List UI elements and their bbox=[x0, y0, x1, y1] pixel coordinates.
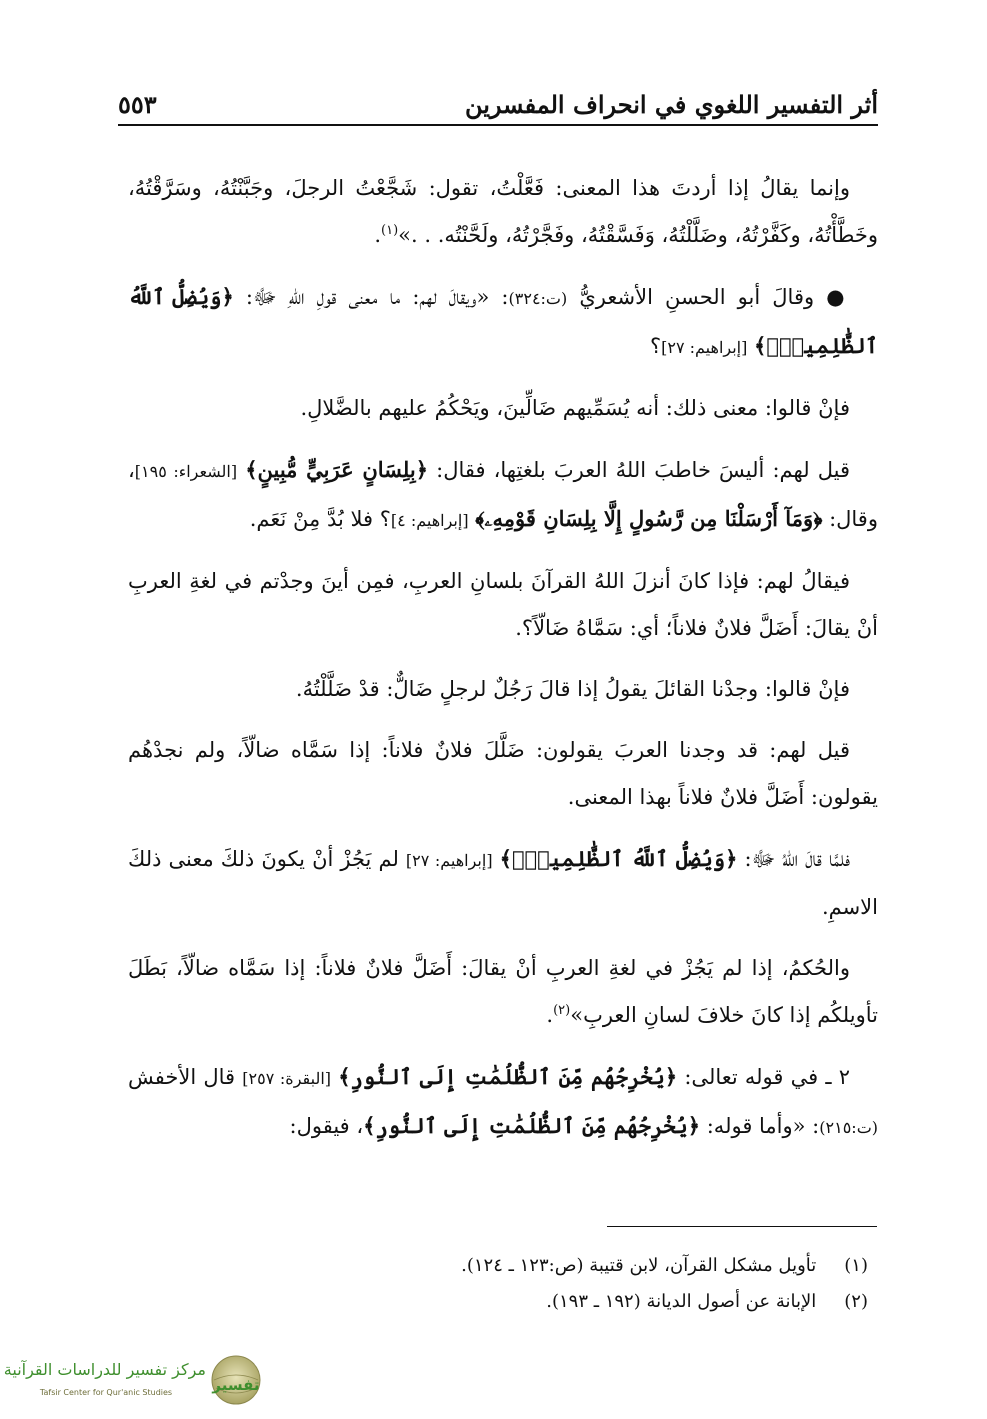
book-title: أثر التفسير اللغوي في انحراف المفسرين bbox=[464, 90, 878, 119]
paragraph-10-text-a: ٢ ـ في قوله تعالى: bbox=[684, 1065, 850, 1089]
paragraph-10 bbox=[128, 1053, 878, 1151]
paragraph-3: فإنْ قالوا: معنى ذلك: أنه يُسَمِّيهم ضَالِّينَ، ويَحْكُمُ عليهم بالضَّلالِ. bbox=[300, 396, 850, 420]
footnote-2 bbox=[128, 1284, 868, 1320]
quran-verse: ﴿وَمَآ أَرْسَلْنَا مِن رَّسُولٍ إِلَّا بِلِسَانِ قَوْمِهِۦ﴾ bbox=[475, 506, 823, 531]
verse-ref: [البقرة: ٢٥٧] bbox=[242, 1069, 332, 1088]
footnote-marker-2: (٢) bbox=[553, 1003, 571, 1018]
paragraph-7: قيل لهم: قد وجدنا العربَ يقولون: ضَلَّلَ فلانٌ فلاناً: إذا سَمَّاه ضالّاً، ولم نجدْهُم يقولون: أَضَلَّ فلانٌ فلاناً بهذا المعنى. bbox=[128, 738, 878, 809]
page-number: ٥٥٣ bbox=[118, 90, 157, 119]
tafsir-emblem-icon bbox=[206, 1352, 266, 1412]
footnote-number: (٢) bbox=[844, 1291, 868, 1312]
paragraph-6: فإنْ قالوا: وجدْنا القائلَ يقولُ إذا قالَ رَجُلٌ لرجلٍ ضَالٌّ: قدْ ضَلَّلْتُهُ. bbox=[295, 677, 850, 701]
verse-ref: [إبراهيم: ٤] bbox=[390, 511, 469, 530]
verse-ref: [الشعراء: ١٩٥] bbox=[134, 462, 238, 481]
paragraph-4-text-a: قيل لهم: أليسَ خاطبَ اللهُ العربَ بلغتِها، فقال: bbox=[436, 458, 850, 482]
footnote-divider bbox=[607, 1226, 877, 1227]
paragraph-10-text-c: : «وأما قوله: bbox=[706, 1114, 820, 1138]
paragraph-2-text-a: ● وقالَ أبو الحسنِ الأشعريُّ bbox=[579, 285, 850, 309]
quran-verse: ﴿وَيُضِلُّ ٱللَّهُ ٱلظَّٰلِمِينَۚ﴾ bbox=[128, 284, 878, 358]
paragraph-10-text-b: قال الأخفش bbox=[128, 1065, 236, 1089]
emblem-text: تفسير bbox=[212, 1376, 260, 1394]
paragraph-9-text: والحُكمُ، إذا لم يَجُزْ في لغةِ العربِ أنْ يقالَ: أَضَلَّ فلانٌ فلاناً: إذا سَمَّاه ضالّاً، بَطَلَ تأويلكُم إذا كانَ خلافَ لسانِ العربِ» bbox=[128, 956, 878, 1027]
paragraph-8-text-a: فلمَّا قالَ اللهُ ﷻ: bbox=[744, 847, 850, 871]
paragraph-10-text-d: ، فيقول: bbox=[289, 1114, 364, 1138]
paragraph-9-end: . bbox=[546, 1003, 554, 1027]
paragraph-1-text: وإنما يقالُ إذا أردتَ هذا المعنى: فَعَّلْتُ، تقول: شَجَّعْتُ الرجلَ، وجَبَّنْتُهُ، وسَرَّقْتُهُ، وخَطَّأْتُهُ، وكَفَّرْتُهُ، وضَلَّلْتُهُ، وَفَسَّقْتُهُ، وفَجَّرْتُهُ، ولَحَّنْتُه. . .» bbox=[128, 176, 878, 247]
quran-verse: ﴿يُخْرِجُهُم مِّنَ ٱلظُّلُمَٰتِ إِلَى ٱلنُّورِ﴾ bbox=[363, 1113, 701, 1138]
quran-verse: ﴿وَيُضِلُّ ٱللَّهُ ٱلظَّٰلِمِينَۚ﴾ bbox=[499, 846, 738, 871]
quran-verse: ﴿يُخْرِجُهُم مِّنَ ٱلظُّلُمَٰتِ إِلَى ٱلنُّورِ﴾ bbox=[338, 1064, 678, 1089]
footnote-text: تأويل مشكل القرآن، لابن قتيبة (ص:١٢٣ ـ ١٢٤). bbox=[461, 1255, 817, 1276]
footnote-marker-1: (١) bbox=[381, 223, 399, 238]
death-date-ref: (ت:٣٢٤) bbox=[508, 289, 568, 308]
verse-ref: [إبراهيم: ٢٧] bbox=[661, 338, 748, 357]
paragraph-8-text-b: لم يَجُزْ أنْ يكونَ ذلكَ معنى ذلكَ الاسمِ. bbox=[128, 847, 878, 919]
logo-english-name: Tafsir Center for Qur'anic Studies bbox=[39, 1388, 173, 1397]
paragraph-5: فيقالُ لهم: فإذا كانَ أنزلَ اللهُ القرآنَ بلسانِ العربِ، فمِن أينَ وجدْتم في لغةِ العربِ أنْ يقالَ: أَضَلَّ فلانٌ فلاناً؛ أي: سَمَّاهُ ضَالّاً؟. bbox=[128, 569, 878, 640]
footnote-1 bbox=[128, 1248, 868, 1284]
paragraph-2 bbox=[128, 273, 878, 371]
paragraph-1 bbox=[128, 165, 878, 259]
paragraph-4 bbox=[128, 446, 878, 544]
logo-arabic-name: مركز تفسير للدراسات القرآنية bbox=[3, 1360, 206, 1379]
paragraph-2-text-c: ؟ bbox=[649, 334, 662, 358]
death-date-ref: (ت:٢١٥) bbox=[819, 1118, 878, 1137]
paragraph-2-text-b: : «ويقالَ لهم: ما معنى قولِ اللهِ ﷻ: bbox=[245, 285, 509, 309]
footnote-text: الإبانة عن أصول الديانة (١٩٢ ـ ١٩٣). bbox=[546, 1291, 817, 1312]
footnotes bbox=[128, 1248, 868, 1320]
paragraph-1-end: . bbox=[374, 223, 381, 247]
paragraph-8 bbox=[128, 835, 878, 931]
paragraph-4-text-c: ؟ فلا بُدَّ مِنْ نَعَم. bbox=[249, 507, 391, 531]
running-header bbox=[118, 84, 878, 126]
main-text bbox=[128, 165, 878, 1165]
publisher-logo bbox=[3, 1352, 266, 1412]
quran-verse: ﴿بِلِسَانٍ عَرَبِيٍّ مُّبِينٍ﴾ bbox=[245, 457, 429, 482]
footnote-number: (١) bbox=[844, 1255, 868, 1276]
paragraph-4-text-b: ، وقال: bbox=[128, 458, 878, 531]
paragraph-9 bbox=[128, 945, 878, 1039]
verse-ref: [إبراهيم: ٢٧] bbox=[405, 851, 493, 870]
